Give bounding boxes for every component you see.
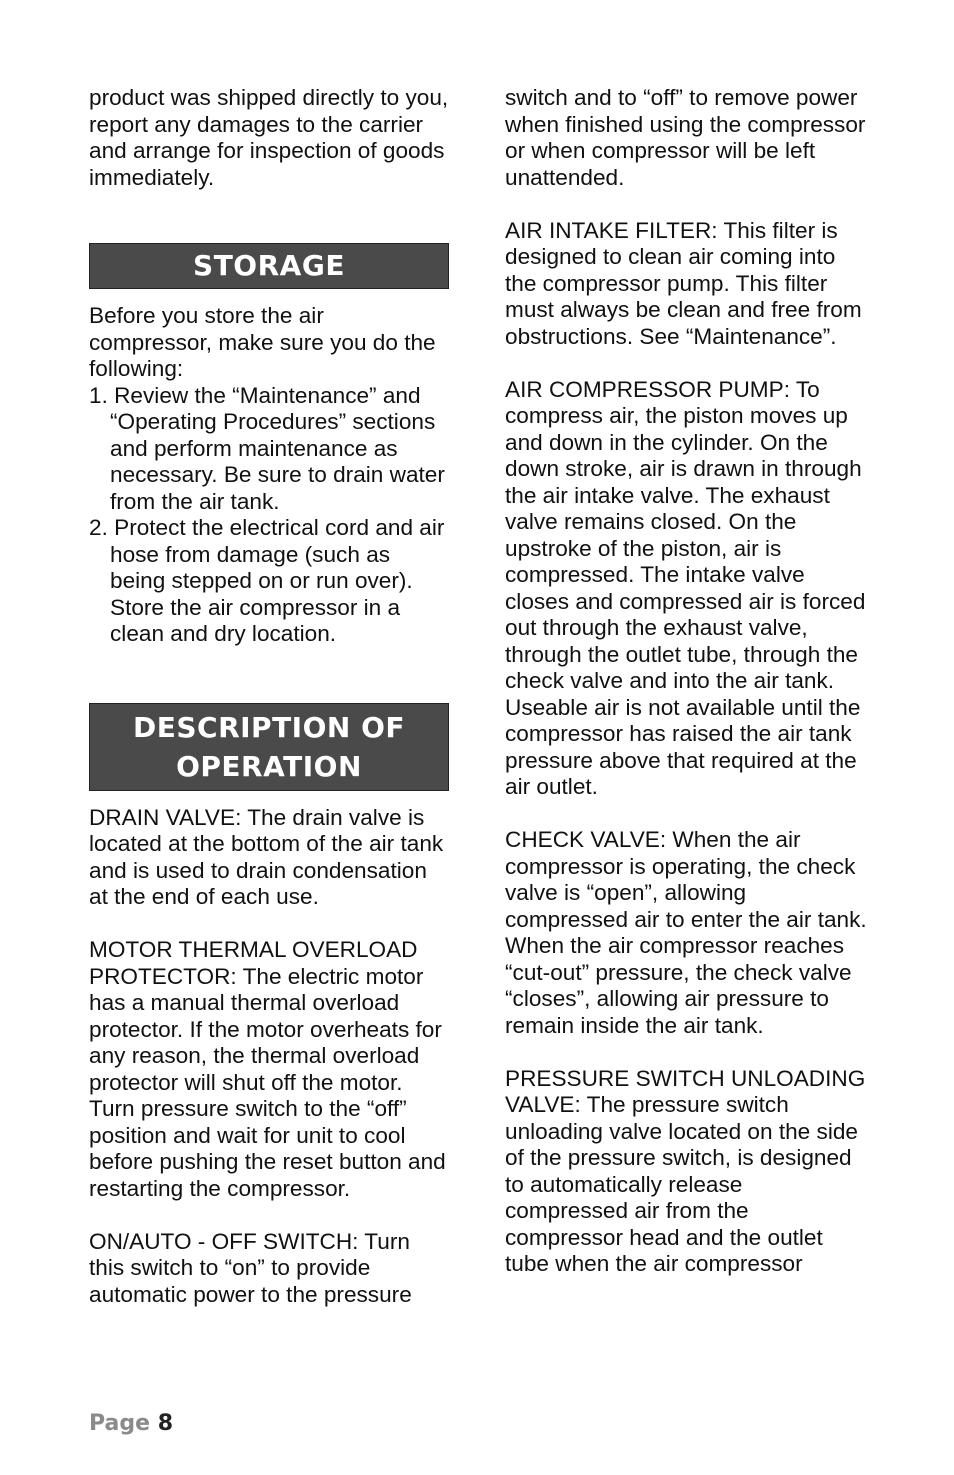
storage-heading: STORAGE	[89, 243, 449, 289]
air-compressor-pump-paragraph: AIR COMPRESSOR PUMP: To compress air, the piston moves up and down in the cylinder. On the down stroke, air is drawn in through the air intake valve. The exhaust valve remains closed. On the upstroke of the piston, air is compressed. The intake valve closes and compressed air is forced out through the exhaust valve, through the outlet tube, through the check valve and into the air tank. Useable air is not available until the compressor has raised the air tank pressure above that required at the air outlet.	[505, 376, 866, 799]
drain-valve-paragraph: DRAIN VALVE: The drain valve is located at the bottom of the air tank and is used to drain condensation at the end of each use.	[89, 804, 444, 909]
switch-continued-paragraph: switch and to “off” to remove power when finished using the compressor or when compressor will be left unattended.	[505, 85, 866, 190]
description-heading-line2: OPERATION	[176, 749, 362, 783]
storage-intro: Before you store the air compressor, make sure you do the following:	[89, 303, 436, 381]
storage-list-item: 2. Protect the electrical cord and air hose from damage (such as being stepped on or run over). Store the air compressor in a clean and dry location.	[89, 515, 445, 646]
storage-list	[89, 383, 451, 648]
description-heading-line1: DESCRIPTION OF	[132, 710, 405, 744]
on-off-switch-paragraph: ON/AUTO - OFF SWITCH: Turn this switch to “on” to provide automatic power to the pressure	[89, 1228, 412, 1307]
air-intake-filter-paragraph: AIR INTAKE FILTER: This filter is designed to clean air coming into the compressor pump. This filter must always be clean and free from obstructions. See “Maintenance”.	[505, 217, 862, 349]
left-column	[89, 85, 451, 1308]
intro-paragraph: product was shipped directly to you, report any damages to the carrier and arrange for inspection of goods immediately.	[89, 85, 449, 190]
page-number: 8	[157, 1411, 174, 1436]
storage-list-item: 1. Review the “Maintenance” and “Operating Procedures” sections and perform maintenance as necessary. Be sure to drain water from the air tank.	[89, 382, 445, 514]
check-valve-paragraph: CHECK VALVE: When the air compressor is operating, the check valve is “open”, allowing compressed air to enter the air tank. When the air compressor reaches “cut-out” pressure, the check valve “closes”, allowing air pressure to remain inside the air tank.	[505, 827, 867, 1038]
motor-overload-paragraph: MOTOR THERMAL OVERLOAD PROTECTOR: The electric motor has a manual thermal overload protector. If the motor overheats for any reason, the thermal overload protector will shut off the motor. Turn pressure switch to the “off” position and wait for unit to cool before pushing the reset button and restarting the compressor.	[89, 937, 446, 1201]
page-label: Page	[89, 1411, 151, 1436]
right-column	[505, 85, 869, 1278]
description-heading	[89, 703, 449, 791]
pressure-switch-paragraph: PRESSURE SWITCH UNLOADING VALVE: The pressure switch unloading valve located on the side of the pressure switch, is designed to automatically release compressed air from the compressor head and the outlet tube when the air compressor	[505, 1065, 866, 1276]
page-footer	[89, 1411, 173, 1436]
